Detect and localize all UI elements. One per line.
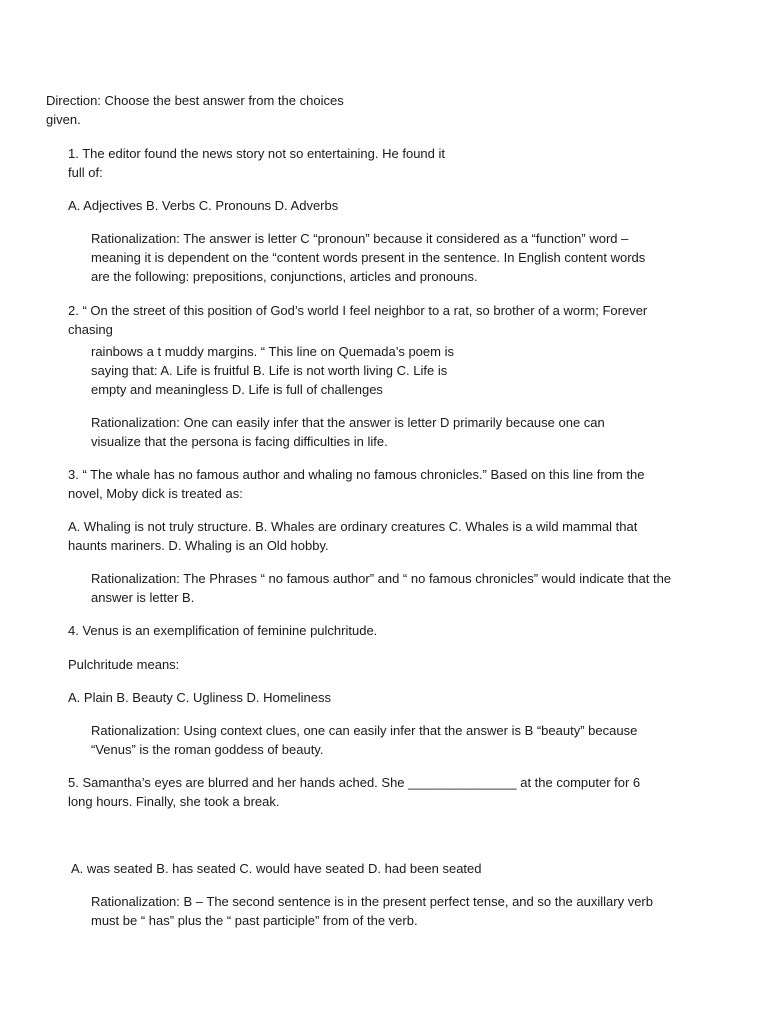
question-4-prompt — [68, 655, 179, 674]
question-2-rationale — [91, 413, 731, 451]
question-2-stem — [68, 301, 708, 339]
question-3-stem — [68, 465, 708, 503]
question-4-choices — [68, 688, 331, 707]
question-3-rationale — [91, 569, 731, 607]
choices-line: A. was seated B. has seated C. would have seated D. had been seated — [71, 861, 482, 876]
rationale-line: “Venus” is the roman goddess of beauty. — [91, 742, 324, 757]
rationale-line: Rationalization: One can easily infer that the answer is letter D primarily because one can — [91, 415, 605, 430]
question-line: empty and meaningless D. Life is full of challenges — [91, 382, 383, 397]
question-line: 4. Venus is an exemplification of feminine pulchritude. — [68, 623, 378, 638]
rationale-line: Rationalization: Using context clues, one can easily infer that the answer is B “beauty” because — [91, 723, 638, 738]
choices-line: A. Whaling is not truly structure. B. Whales are ordinary creatures C. Whales is a wild mammal that — [68, 519, 638, 534]
question-4-stem — [68, 621, 377, 640]
question-1-choices — [68, 196, 338, 215]
question-5-stem — [68, 773, 708, 811]
rationale-line: answer is letter B. — [91, 590, 195, 605]
question-line: 3. “ The whale has no famous author and whaling no famous chronicles.” Based on this line from the — [68, 467, 645, 482]
choices-line: haunts mariners. D. Whaling is an Old hobby. — [68, 538, 329, 553]
question-line: 2. “ On the street of this position of God’s world I feel neighbor to a rat, so brother of a worm; Forever — [68, 303, 648, 318]
rationale-line: Rationalization: B – The second sentence is in the present perfect tense, and so the auxillary verb — [91, 894, 653, 909]
question-4-rationale — [91, 721, 731, 759]
question-line: novel, Moby dick is treated as: — [68, 486, 243, 501]
rationale-line: must be “ has” plus the “ past participle” from of the verb. — [91, 913, 418, 928]
question-5-rationale — [91, 892, 731, 930]
direction-text — [46, 91, 376, 129]
question-line: full of: — [68, 165, 103, 180]
choices-line: A. Plain B. Beauty C. Ugliness D. Homeliness — [68, 690, 331, 705]
question-line: long hours. Finally, she took a break. — [68, 794, 280, 809]
question-1-stem — [68, 144, 488, 182]
rationale-line: visualize that the persona is facing difficulties in life. — [91, 434, 388, 449]
rationale-line: Rationalization: The Phrases “ no famous author” and “ no famous chronicles” would indicate that the — [91, 571, 672, 586]
rationale-line: meaning it is dependent on the “content words present in the sentence. In English content words — [91, 250, 646, 265]
question-1-rationale — [91, 229, 731, 286]
rationale-line: are the following: prepositions, conjunctions, articles and pronouns. — [91, 269, 478, 284]
direction-line: Direction: Choose the best answer from the choices — [46, 93, 344, 108]
question-line: Pulchritude means: — [68, 657, 180, 672]
question-line: 1. The editor found the news story not so entertaining. He found it — [68, 146, 445, 161]
question-line: saying that: A. Life is fruitful B. Life is not worth living C. Life is — [91, 363, 448, 378]
question-5-choices — [71, 859, 482, 878]
question-2-continuation — [91, 342, 491, 399]
rationale-line: Rationalization: The answer is letter C “pronoun” because it considered as a “function” word – — [91, 231, 629, 246]
question-line: 5. Samantha’s eyes are blurred and her hands ached. She _______________ at the computer for 6 — [68, 775, 641, 790]
question-3-choices — [68, 517, 728, 555]
direction-line: given. — [46, 112, 81, 127]
question-line: rainbows a t muddy margins. “ This line on Quemada’s poem is — [91, 344, 454, 359]
question-line: chasing — [68, 322, 113, 337]
choices-line: A. Adjectives B. Verbs C. Pronouns D. Adverbs — [68, 198, 339, 213]
